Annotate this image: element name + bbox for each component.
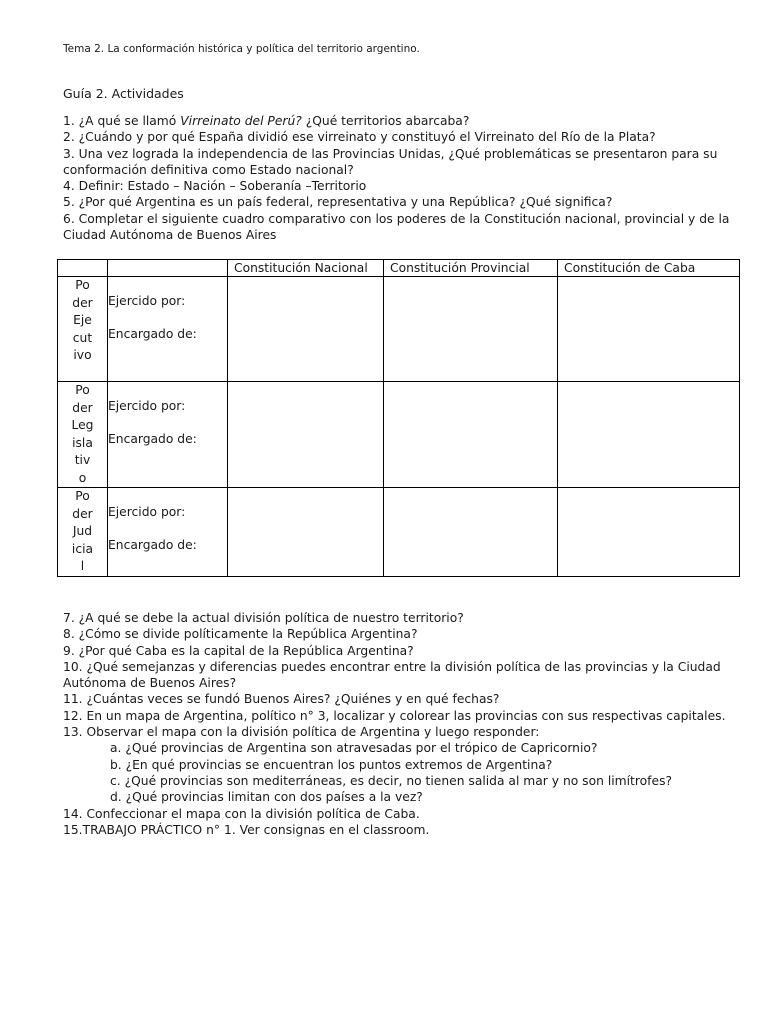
question-14: 14. Confeccionar el mapa con la división política de Caba. [63,806,420,821]
exercised-by-label: Ejercido por: [108,505,186,519]
table-header-row [58,260,740,277]
question-4: 4. Definir: Estado – Nación – Soberanía –Territorio [63,179,367,194]
power-name-line: Eje [73,313,92,327]
answer-cell-provincial-executive[interactable] [384,277,558,382]
comparison-table [57,259,740,577]
exercised-by-label: Ejercido por: [108,294,186,308]
power-name-line: l [80,559,85,573]
answer-cell-caba-legislative[interactable] [558,382,740,488]
question-13c: c. ¿Qué provincias son mediterráneas, es decir, no tienen salida al mar y no son limítrofes? [110,773,673,788]
topic-header: Tema 2. La conformación histórica y política del territorio argentino. [63,43,420,55]
power-name-line: cut [72,330,93,345]
answer-cell-caba-executive[interactable] [558,277,740,382]
question-5: 5. ¿Por qué Argentina es un país federal, representativa y una República? ¿Qué significa? [63,195,613,210]
power-name-line: der [72,506,93,521]
role-cell-judicial [108,488,228,577]
in-charge-label: Encargado de: [108,432,197,446]
power-name-line: Jud [72,524,93,538]
table-row-legislative [58,382,740,488]
question-8: 8. ¿Cómo se divide políticamente la República Argentina? [63,627,418,642]
question-13: 13. Observar el mapa con la división política de Argentina y luego responder: [63,725,540,740]
role-cell-executive [108,277,228,382]
header-cell-power [58,260,108,277]
question-1-text-start: 1. ¿A qué se llamó [63,114,181,128]
question-9: 9. ¿Por qué Caba es la capital de la República Argentina? [63,643,414,658]
power-name-line: Po [75,278,90,292]
power-name-line: o [78,470,87,485]
power-name-line: Po [75,383,90,397]
table-row-judicial [58,488,740,577]
power-name-judicial [58,488,108,577]
header-caba-constitution: Constitución de Caba [558,260,740,277]
in-charge-label: Encargado de: [108,538,197,552]
power-name-line: der [72,400,93,415]
question-7: 7. ¿A qué se debe la actual división política de nuestro territorio? [63,611,464,625]
question-13a: a. ¿Qué provincias de Argentina son atravesadas por el trópico de Capricornio? [110,741,598,756]
power-name-line: Leg [71,418,94,432]
table-row-executive [58,277,740,382]
question-12: 12. En un mapa de Argentina, político n° 3, localizar y colorear las provincias con sus respectivas capitales. [63,708,726,723]
question-10: 10. ¿Qué semejanzas y diferencias puedes encontrar entre la división política de las provincias y la Ciudad Autónoma de Buenos Aires? [63,659,721,691]
answer-cell-provincial-judicial[interactable] [384,488,558,577]
answer-cell-national-legislative[interactable] [228,382,384,488]
question-1-text-end: ¿Qué territorios abarcaba? [301,114,470,128]
header-cell-role [108,260,228,277]
question-2: 2. ¿Cuándo y por qué España dividió ese virreinato y constituyó el Virreinato del Río de la Plata? [63,130,656,145]
power-name-line: isla [72,435,93,450]
power-name-executive [58,277,108,382]
header-provincial-constitution: Constitución Provincial [384,260,558,277]
guide-title: Guía 2. Actividades [63,86,184,101]
questions-top [63,113,733,243]
question-1-italic: Virreinato del Perú? [180,114,302,128]
question-15: 15.TRABAJO PRÁCTICO n° 1. Ver consignas en el classroom. [63,822,430,837]
power-name-line: ivo [73,348,92,362]
questions-bottom [63,610,733,838]
power-name-line: der [72,295,93,310]
exercised-by-label: Ejercido por: [108,399,186,413]
answer-cell-national-judicial[interactable] [228,488,384,577]
answer-cell-national-executive[interactable] [228,277,384,382]
question-1 [63,113,733,129]
question-6: 6. Completar el siguiente cuadro comparativo con los poderes de la Constitución nacional, provincial y de la Ciudad Autónoma de Buenos Aires [63,211,730,243]
question-11: 11. ¿Cuántas veces se fundó Buenos Aires? ¿Quiénes y en qué fechas? [63,692,500,707]
in-charge-label: Encargado de: [108,327,197,341]
answer-cell-caba-judicial[interactable] [558,488,740,577]
header-national-constitution: Constitución Nacional [228,260,384,277]
question-13b: b. ¿En qué provincias se encuentran los puntos extremos de Argentina? [110,757,553,772]
question-13d: d. ¿Qué provincias limitan con dos países a la vez? [110,790,423,805]
question-3: 3. Una vez lograda la independencia de las Provincias Unidas, ¿Qué problemáticas se presentaron para su conformación definitiva como Estado nacional? [63,146,718,177]
answer-cell-provincial-legislative[interactable] [384,382,558,488]
power-name-line: Po [75,489,90,503]
power-name-line: icia [71,541,94,556]
power-name-line: tiv [74,453,91,467]
role-cell-legislative [108,382,228,488]
power-name-legislative [58,382,108,488]
